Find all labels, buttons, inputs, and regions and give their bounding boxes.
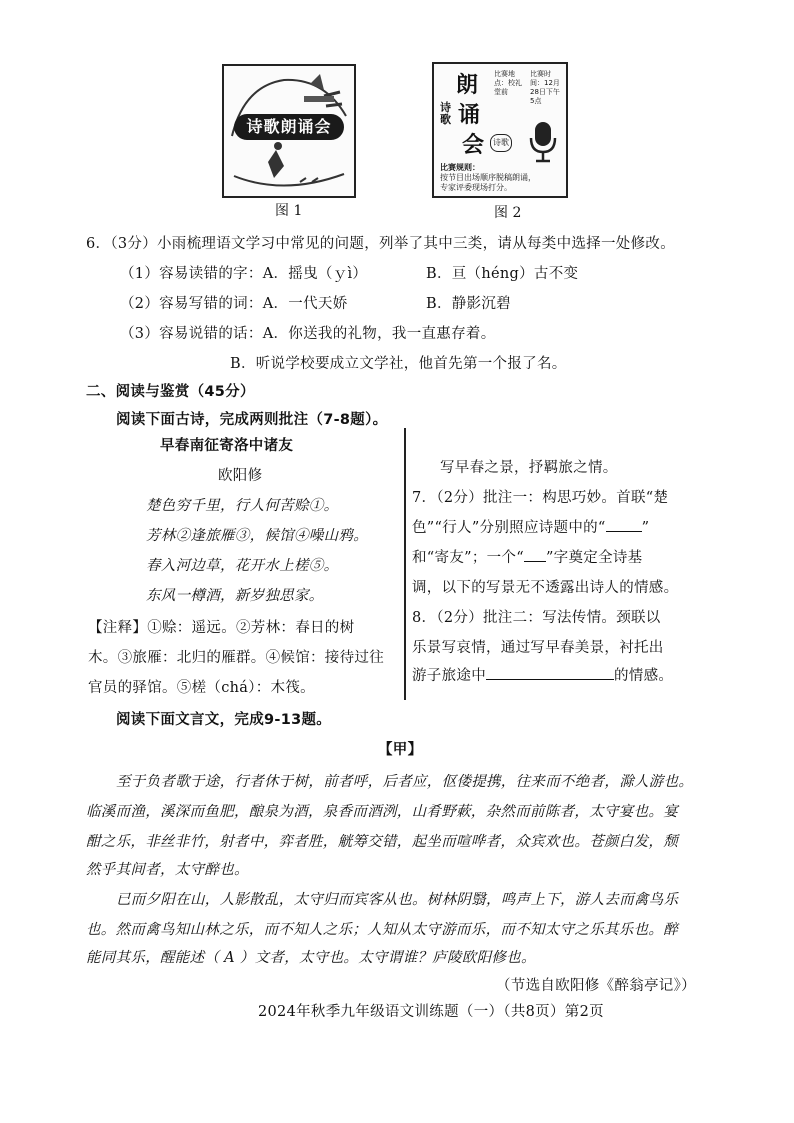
prose-source: （节选自欧阳修《醉翁亭记》） [496,978,696,994]
q7-line-3 [412,546,642,567]
page-footer: 2024年秋季九年级语文训练题（一）（共8页）第2页 [258,1004,604,1020]
figure-2-rules-line2: 专家评委现场打分。 [440,183,512,192]
prose-line-4: 然乎其间者，太守醉也。 [86,862,249,878]
q8-line-3-end: 的情感。 [614,668,674,684]
poem-note-line-1: 【注释】①赊：遥远。②芳林：春日的树 [88,620,355,636]
q6-row3-option-b: B．听说学校要成立文学社，他首先第一个报了名。 [230,356,567,372]
figure-1-banner: 诗歌朗诵会 [234,114,344,140]
q8-line-1: 8．（2分）批注二：写法传情。颈联以 [412,610,661,626]
prose-line-6: 也。然而禽鸟知山林之乐，而不知人之乐；人知从太守游而乐，而不知太守之乐其乐也。醉 [86,922,678,938]
poem-line-2: 芳林②逢旅雁③，候馆④噪山鸦。 [146,528,368,544]
annotation-lead: 写早春之景，抒羁旅之情。 [440,460,618,476]
poem-title: 早春南征寄洛中诸友 [160,438,294,454]
q7-line-2-text: 色”“行人”分别照应诗题中的“ [412,520,606,536]
prose-line-1: 至于负者歌于途，行者休于树，前者呼，后者应，伛偻提携，往来而不绝者，滁人游也。 [116,774,694,790]
q7-line-1: 7．（2分）批注一：构思巧妙。首联“楚 [412,490,669,506]
column-divider [404,428,406,700]
poem-note-line-3: 官员的驿馆。⑤槎（chá）：木筏。 [88,680,315,696]
prose-line-3: 酣之乐，非丝非竹，射者中，弈者胜，觥筹交错，起坐而喧哗者，众宾欢也。苍颜白发，颓 [86,834,678,850]
figure-2-time: 比赛时间：12月28日下午5点 [530,70,560,105]
figure-1-caption: 图 1 [275,203,303,219]
q8-line-3-text: 游子旅途中 [412,668,486,684]
q6-row2-option-b: B．静影沉碧 [426,296,511,312]
figure-2-title-small: 诗歌 [440,101,451,126]
poem-line-1: 楚色穷千里，行人何苦赊①。 [146,498,339,514]
q8-blank[interactable] [486,665,614,680]
q6-row3-option-a: （3）容易说错的话：A．你送我的礼物，我一直惠存着。 [120,326,496,342]
figure-1-poster [222,64,356,198]
q7-line-3-text: 和“寄友”；一个“ [412,550,524,566]
q7-blank-2[interactable] [524,547,546,562]
figure-2-rules-label: 比赛规则： [440,163,480,172]
q8-line-3 [412,664,673,685]
microphone-icon [528,120,558,164]
q6-row1-option-a: （1）容易读错的字：A．摇曳（ｙì） [120,266,368,282]
prose-line-5: 已而夕阳在山，人影散乱，太守归而宾客从也。树林阴翳，鸣声上下，游人去而禽鸟乐 [116,892,679,908]
poem-note-line-2: 木。③旅雁：北归的雁群。④候馆：接待过往 [88,650,384,666]
poem-line-3: 春入河边草，花开水上槎⑤。 [146,558,339,574]
q6-row2-option-a: （2）容易写错的词：A．一代天娇 [120,296,348,312]
q7-line-4: 调，以下的写景无不透露出诗人的情感。 [412,580,679,596]
figure-2-caption: 图 2 [494,205,522,221]
poem-author: 欧阳修 [218,468,263,484]
q7-line-3-end: ”字奠定全诗基 [545,550,643,566]
section-2-heading: 二、阅读与鉴赏（45分） [86,384,255,400]
q7-line-2 [412,516,649,537]
prose-instruction: 阅读下面文言文，完成9-13题。 [116,712,332,728]
q6-stem: 6．（3分）小雨梳理语文学习中常见的问题，列举了其中三类，请从每类中选择一处修改。 [86,236,675,252]
q7-blank-1[interactable] [606,517,642,532]
figure-2-title-1: 朗 [456,73,479,98]
passage-jia-label: 【甲】 [378,742,423,758]
prose-line-7: 能同其乐，醒能述（ A ）文者，太守也。太守谓谁？庐陵欧阳修也。 [86,950,536,966]
prose-line-2: 临溪而渔，溪深而鱼肥，酿泉为酒，泉香而酒洌，山肴野蔌，杂然而前陈者，太守宴也。宴 [86,804,678,820]
poem-line-4: 东风一樽酒，新岁独思家。 [146,588,324,604]
q8-line-2: 乐景写哀情，通过写早春美景，衬托出 [412,640,664,656]
figure-2-badge: 诗歌 [490,134,512,152]
figure-2-poster [432,62,568,198]
figure-2-title-3: 会 [462,133,485,158]
poem-instruction: 阅读下面古诗，完成两则批注（7-8题）。 [116,412,388,428]
figure-2-title-2: 诵 [458,103,481,128]
figure-2-rules-line1: 按节目出场顺序脱稿朗诵， [440,173,536,182]
q6-row1-option-b: B．亘（héng）古不变 [426,266,579,282]
q7-line-2-end: ” [641,520,650,536]
figure-2-venue: 比赛地点：校礼堂前 [494,70,522,96]
